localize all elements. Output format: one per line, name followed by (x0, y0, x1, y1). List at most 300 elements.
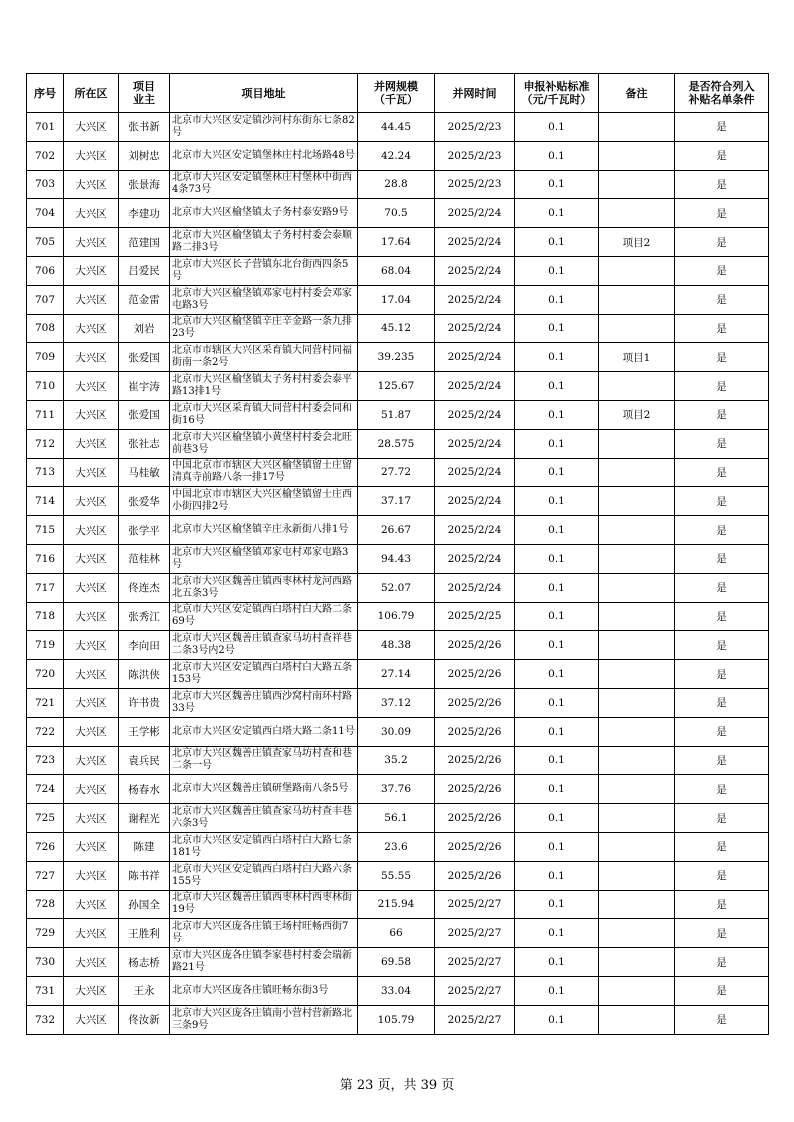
cell-district: 大兴区 (64, 170, 119, 199)
cell-owner: 王学彬 (119, 717, 170, 746)
table-row (27, 199, 769, 228)
cell-owner: 王胜利 (119, 919, 170, 948)
cell-district: 大兴区 (64, 976, 119, 1005)
cell-subsidy-rate: 0.1 (515, 400, 599, 429)
cell-capacity: 55.55 (358, 861, 435, 890)
cell-capacity: 33.04 (358, 976, 435, 1005)
cell-eligible: 是 (675, 199, 769, 228)
cell-owner: 孙国全 (119, 890, 170, 919)
cell-owner: 刘岩 (119, 314, 170, 343)
table-row (27, 400, 769, 429)
cell-district: 大兴区 (64, 314, 119, 343)
cell-subsidy-rate: 0.1 (515, 516, 599, 545)
cell-subsidy-rate: 0.1 (515, 602, 599, 631)
cell-index: 709 (27, 343, 64, 372)
cell-address: 北京市大兴区榆垡镇辛庄辛金路一条九排23号 (170, 314, 358, 343)
cell-remark (599, 948, 675, 977)
cell-district: 大兴区 (64, 400, 119, 429)
cell-district: 大兴区 (64, 141, 119, 170)
page-number: 第 23 页，共 39 页 (339, 1078, 455, 1093)
cell-index: 724 (27, 775, 64, 804)
cell-subsidy-rate: 0.1 (515, 228, 599, 257)
cell-eligible: 是 (675, 113, 769, 142)
cell-subsidy-rate: 0.1 (515, 688, 599, 717)
cell-eligible: 是 (675, 602, 769, 631)
cell-eligible: 是 (675, 516, 769, 545)
cell-grid-date: 2025/2/24 (435, 458, 515, 487)
table-row (27, 314, 769, 343)
cell-district: 大兴区 (64, 487, 119, 516)
cell-address: 北京市大兴区安定镇西白塔村白大路五条153号 (170, 660, 358, 689)
cell-district: 大兴区 (64, 458, 119, 487)
cell-eligible: 是 (675, 285, 769, 314)
cell-index: 706 (27, 256, 64, 285)
cell-grid-date: 2025/2/23 (435, 113, 515, 142)
cell-capacity: 28.575 (358, 429, 435, 458)
cell-address: 北京市大兴区安定镇西白塔村白大路七条181号 (170, 832, 358, 861)
cell-owner: 崔宇涛 (119, 372, 170, 401)
cell-district: 大兴区 (64, 343, 119, 372)
cell-capacity: 215.94 (358, 890, 435, 919)
cell-owner: 张学平 (119, 516, 170, 545)
cell-remark (599, 314, 675, 343)
cell-capacity: 17.64 (358, 228, 435, 257)
cell-grid-date: 2025/2/24 (435, 400, 515, 429)
cell-capacity: 70.5 (358, 199, 435, 228)
cell-capacity: 35.2 (358, 746, 435, 775)
cell-owner: 范桂林 (119, 544, 170, 573)
cell-owner: 张爱国 (119, 400, 170, 429)
cell-owner: 佟连杰 (119, 573, 170, 602)
cell-owner: 张书新 (119, 113, 170, 142)
cell-address: 京市大兴区庞各庄镇李家巷村村委会瑞新路21号 (170, 948, 358, 977)
cell-capacity: 45.12 (358, 314, 435, 343)
cell-owner: 佟汝新 (119, 1005, 170, 1034)
cell-eligible: 是 (675, 343, 769, 372)
cell-capacity: 105.79 (358, 1005, 435, 1034)
cell-index: 719 (27, 631, 64, 660)
cell-address: 北京市大兴区庞各庄镇旺畅东街3号 (170, 976, 358, 1005)
header-owner: 项目 业主 (119, 74, 170, 113)
table-row (27, 343, 769, 372)
cell-eligible: 是 (675, 487, 769, 516)
cell-index: 720 (27, 660, 64, 689)
cell-owner: 杨春水 (119, 775, 170, 804)
cell-owner: 张秀江 (119, 602, 170, 631)
cell-capacity: 48.38 (358, 631, 435, 660)
cell-address: 北京市大兴区庞各庄镇南小营村营新路北三条9号 (170, 1005, 358, 1034)
cell-address: 北京市大兴区魏善庄镇西枣林村西枣林街19号 (170, 890, 358, 919)
cell-remark (599, 199, 675, 228)
cell-index: 730 (27, 948, 64, 977)
cell-subsidy-rate: 0.1 (515, 573, 599, 602)
cell-index: 707 (27, 285, 64, 314)
header-subsidy-rate: 申报补贴标准 （元/千瓦时） (515, 74, 599, 113)
cell-index: 725 (27, 804, 64, 833)
cell-eligible: 是 (675, 804, 769, 833)
cell-subsidy-rate: 0.1 (515, 429, 599, 458)
cell-remark (599, 256, 675, 285)
cell-district: 大兴区 (64, 573, 119, 602)
cell-eligible: 是 (675, 746, 769, 775)
header-grid-date: 并网时间 (435, 74, 515, 113)
cell-eligible: 是 (675, 256, 769, 285)
cell-eligible: 是 (675, 890, 769, 919)
cell-index: 702 (27, 141, 64, 170)
cell-eligible: 是 (675, 688, 769, 717)
table-row (27, 717, 769, 746)
cell-eligible: 是 (675, 717, 769, 746)
cell-grid-date: 2025/2/24 (435, 314, 515, 343)
cell-index: 715 (27, 516, 64, 545)
cell-capacity: 125.67 (358, 372, 435, 401)
table-body (27, 113, 769, 1035)
cell-eligible: 是 (675, 141, 769, 170)
cell-owner: 许书贵 (119, 688, 170, 717)
cell-grid-date: 2025/2/24 (435, 199, 515, 228)
cell-remark (599, 688, 675, 717)
cell-grid-date: 2025/2/27 (435, 1005, 515, 1034)
cell-owner: 张爱华 (119, 487, 170, 516)
cell-eligible: 是 (675, 372, 769, 401)
cell-index: 717 (27, 573, 64, 602)
cell-capacity: 56.1 (358, 804, 435, 833)
cell-owner: 王永 (119, 976, 170, 1005)
cell-eligible: 是 (675, 631, 769, 660)
cell-owner: 张爱国 (119, 343, 170, 372)
cell-index: 723 (27, 746, 64, 775)
table-row (27, 1005, 769, 1034)
cell-subsidy-rate: 0.1 (515, 141, 599, 170)
cell-index: 714 (27, 487, 64, 516)
cell-grid-date: 2025/2/26 (435, 746, 515, 775)
cell-remark: 项目2 (599, 228, 675, 257)
cell-remark: 项目2 (599, 400, 675, 429)
cell-subsidy-rate: 0.1 (515, 890, 599, 919)
cell-capacity: 37.17 (358, 487, 435, 516)
cell-eligible: 是 (675, 573, 769, 602)
cell-address: 北京市大兴区榆垡镇太子务村村委会泰顺路二排3号 (170, 228, 358, 257)
cell-remark (599, 717, 675, 746)
table-row (27, 228, 769, 257)
cell-address: 北京市大兴区魏善庄镇查家马坊村查丰巷六条3号 (170, 804, 358, 833)
cell-subsidy-rate: 0.1 (515, 343, 599, 372)
cell-subsidy-rate: 0.1 (515, 861, 599, 890)
cell-grid-date: 2025/2/24 (435, 516, 515, 545)
cell-subsidy-rate: 0.1 (515, 314, 599, 343)
cell-subsidy-rate: 0.1 (515, 919, 599, 948)
cell-capacity: 94.43 (358, 544, 435, 573)
cell-grid-date: 2025/2/24 (435, 343, 515, 372)
cell-index: 727 (27, 861, 64, 890)
cell-grid-date: 2025/2/24 (435, 372, 515, 401)
cell-grid-date: 2025/2/23 (435, 170, 515, 199)
cell-owner: 陈建 (119, 832, 170, 861)
header-remark: 备注 (599, 74, 675, 113)
cell-district: 大兴区 (64, 228, 119, 257)
table-row (27, 631, 769, 660)
cell-eligible: 是 (675, 170, 769, 199)
cell-address: 北京市大兴区安定镇堡林庄村堡林中街西4条73号 (170, 170, 358, 199)
cell-address: 北京市大兴区榆垡镇邓家屯村邓家屯路3号 (170, 544, 358, 573)
cell-capacity: 30.09 (358, 717, 435, 746)
cell-eligible: 是 (675, 458, 769, 487)
cell-address: 北京市大兴区安定镇沙河村东街东七条82号 (170, 113, 358, 142)
cell-index: 718 (27, 602, 64, 631)
cell-grid-date: 2025/2/26 (435, 688, 515, 717)
cell-subsidy-rate: 0.1 (515, 1005, 599, 1034)
header-index: 序号 (27, 74, 64, 113)
cell-capacity: 66 (358, 919, 435, 948)
cell-capacity: 23.6 (358, 832, 435, 861)
table-row (27, 976, 769, 1005)
table-row (27, 804, 769, 833)
cell-grid-date: 2025/2/27 (435, 976, 515, 1005)
cell-address: 北京市大兴区魏善庄镇查家马坊村查祥巷二条3号内2号 (170, 631, 358, 660)
cell-subsidy-rate: 0.1 (515, 948, 599, 977)
cell-remark (599, 487, 675, 516)
cell-district: 大兴区 (64, 285, 119, 314)
cell-address: 中国北京市市辖区大兴区榆垡镇留士庄留清真寺前路八条一排17号 (170, 458, 358, 487)
header-district: 所在区 (64, 74, 119, 113)
cell-address: 北京市大兴区魏善庄镇查家马坊村查和巷二条一号 (170, 746, 358, 775)
cell-address: 北京市大兴区采育镇大同营村村委会同和街16号 (170, 400, 358, 429)
header-address: 项目地址 (170, 74, 358, 113)
cell-grid-date: 2025/2/24 (435, 256, 515, 285)
cell-address: 北京市大兴区安定镇西白塔大路二条11号 (170, 717, 358, 746)
cell-subsidy-rate: 0.1 (515, 660, 599, 689)
cell-capacity: 69.58 (358, 948, 435, 977)
cell-capacity: 17.04 (358, 285, 435, 314)
cell-index: 722 (27, 717, 64, 746)
cell-remark (599, 1005, 675, 1034)
cell-owner: 李建功 (119, 199, 170, 228)
cell-grid-date: 2025/2/24 (435, 573, 515, 602)
cell-grid-date: 2025/2/27 (435, 948, 515, 977)
cell-subsidy-rate: 0.1 (515, 487, 599, 516)
cell-index: 732 (27, 1005, 64, 1034)
cell-index: 729 (27, 919, 64, 948)
table-row (27, 516, 769, 545)
cell-owner: 谢程光 (119, 804, 170, 833)
cell-capacity: 37.12 (358, 688, 435, 717)
table-row (27, 573, 769, 602)
table-row (27, 890, 769, 919)
cell-index: 721 (27, 688, 64, 717)
cell-eligible: 是 (675, 948, 769, 977)
cell-remark (599, 516, 675, 545)
cell-index: 713 (27, 458, 64, 487)
cell-grid-date: 2025/2/24 (435, 429, 515, 458)
cell-address: 中国北京市市辖区大兴区榆垡镇留士庄西小街四排2号 (170, 487, 358, 516)
table-row (27, 832, 769, 861)
cell-remark (599, 861, 675, 890)
cell-district: 大兴区 (64, 890, 119, 919)
cell-district: 大兴区 (64, 688, 119, 717)
table-row (27, 602, 769, 631)
cell-owner: 张景海 (119, 170, 170, 199)
cell-remark: 项目1 (599, 343, 675, 372)
cell-eligible: 是 (675, 400, 769, 429)
cell-owner: 李向田 (119, 631, 170, 660)
cell-capacity: 42.24 (358, 141, 435, 170)
cell-remark (599, 832, 675, 861)
cell-subsidy-rate: 0.1 (515, 832, 599, 861)
cell-grid-date: 2025/2/24 (435, 228, 515, 257)
table-row (27, 372, 769, 401)
cell-eligible: 是 (675, 775, 769, 804)
cell-eligible: 是 (675, 976, 769, 1005)
cell-capacity: 37.76 (358, 775, 435, 804)
cell-grid-date: 2025/2/26 (435, 660, 515, 689)
table-row (27, 141, 769, 170)
cell-subsidy-rate: 0.1 (515, 804, 599, 833)
table-row (27, 861, 769, 890)
cell-remark (599, 890, 675, 919)
cell-district: 大兴区 (64, 631, 119, 660)
cell-owner: 马桂敏 (119, 458, 170, 487)
cell-address: 北京市大兴区魏善庄镇西枣林村龙河西路北五条3号 (170, 573, 358, 602)
cell-index: 712 (27, 429, 64, 458)
cell-remark (599, 746, 675, 775)
cell-capacity: 106.79 (358, 602, 435, 631)
cell-address: 北京市大兴区魏善庄镇西沙窝村南环村路33号 (170, 688, 358, 717)
cell-grid-date: 2025/2/24 (435, 487, 515, 516)
cell-address: 北京市大兴区榆垡镇太子务村泰安路9号 (170, 199, 358, 228)
cell-remark (599, 141, 675, 170)
cell-remark (599, 170, 675, 199)
cell-subsidy-rate: 0.1 (515, 458, 599, 487)
cell-index: 710 (27, 372, 64, 401)
cell-grid-date: 2025/2/23 (435, 141, 515, 170)
cell-capacity: 28.8 (358, 170, 435, 199)
cell-remark (599, 602, 675, 631)
cell-capacity: 27.14 (358, 660, 435, 689)
table-row (27, 746, 769, 775)
cell-address: 北京市大兴区榆垡镇小黄垡村村委会北旺前巷3号 (170, 429, 358, 458)
table-row (27, 948, 769, 977)
header-eligible: 是否符合列入 补贴名单条件 (675, 74, 769, 113)
cell-remark (599, 631, 675, 660)
cell-remark (599, 976, 675, 1005)
cell-owner: 陈洪侠 (119, 660, 170, 689)
cell-eligible: 是 (675, 314, 769, 343)
cell-district: 大兴区 (64, 544, 119, 573)
table-row (27, 775, 769, 804)
cell-subsidy-rate: 0.1 (515, 631, 599, 660)
cell-owner: 杨志桥 (119, 948, 170, 977)
cell-index: 731 (27, 976, 64, 1005)
cell-subsidy-rate: 0.1 (515, 544, 599, 573)
cell-grid-date: 2025/2/27 (435, 919, 515, 948)
cell-district: 大兴区 (64, 256, 119, 285)
cell-remark (599, 372, 675, 401)
cell-grid-date: 2025/2/26 (435, 775, 515, 804)
cell-index: 726 (27, 832, 64, 861)
cell-remark (599, 285, 675, 314)
cell-grid-date: 2025/2/26 (435, 804, 515, 833)
cell-subsidy-rate: 0.1 (515, 372, 599, 401)
cell-subsidy-rate: 0.1 (515, 746, 599, 775)
cell-eligible: 是 (675, 832, 769, 861)
cell-grid-date: 2025/2/26 (435, 631, 515, 660)
cell-district: 大兴区 (64, 948, 119, 977)
cell-grid-date: 2025/2/26 (435, 832, 515, 861)
cell-address: 北京市大兴区榆垡镇太子务村村委会泰平路13排1号 (170, 372, 358, 401)
cell-remark (599, 573, 675, 602)
table-row (27, 660, 769, 689)
cell-subsidy-rate: 0.1 (515, 113, 599, 142)
cell-subsidy-rate: 0.1 (515, 199, 599, 228)
cell-district: 大兴区 (64, 516, 119, 545)
cell-address: 北京市大兴区庞各庄镇王场村旺畅西街7号 (170, 919, 358, 948)
cell-eligible: 是 (675, 861, 769, 890)
cell-district: 大兴区 (64, 602, 119, 631)
cell-index: 728 (27, 890, 64, 919)
cell-district: 大兴区 (64, 113, 119, 142)
cell-index: 701 (27, 113, 64, 142)
table-row (27, 458, 769, 487)
cell-subsidy-rate: 0.1 (515, 170, 599, 199)
cell-subsidy-rate: 0.1 (515, 976, 599, 1005)
cell-district: 大兴区 (64, 861, 119, 890)
cell-capacity: 44.45 (358, 113, 435, 142)
table-row (27, 487, 769, 516)
cell-grid-date: 2025/2/27 (435, 890, 515, 919)
cell-owner: 范建国 (119, 228, 170, 257)
cell-remark (599, 804, 675, 833)
cell-district: 大兴区 (64, 919, 119, 948)
cell-eligible: 是 (675, 429, 769, 458)
table-row (27, 919, 769, 948)
cell-eligible: 是 (675, 919, 769, 948)
cell-owner: 袁兵民 (119, 746, 170, 775)
cell-grid-date: 2025/2/25 (435, 602, 515, 631)
cell-district: 大兴区 (64, 429, 119, 458)
table-row (27, 688, 769, 717)
cell-remark (599, 113, 675, 142)
cell-district: 大兴区 (64, 199, 119, 228)
cell-district: 大兴区 (64, 660, 119, 689)
cell-owner: 张社志 (119, 429, 170, 458)
cell-grid-date: 2025/2/26 (435, 861, 515, 890)
cell-subsidy-rate: 0.1 (515, 717, 599, 746)
cell-address: 北京市大兴区安定镇西白塔村白大路六条155号 (170, 861, 358, 890)
cell-index: 716 (27, 544, 64, 573)
cell-address: 北京市大兴区榆垡镇辛庄永新街八排1号 (170, 516, 358, 545)
cell-eligible: 是 (675, 660, 769, 689)
cell-district: 大兴区 (64, 804, 119, 833)
cell-grid-date: 2025/2/24 (435, 544, 515, 573)
cell-remark (599, 429, 675, 458)
cell-capacity: 26.67 (358, 516, 435, 545)
cell-grid-date: 2025/2/26 (435, 717, 515, 746)
cell-remark (599, 544, 675, 573)
cell-grid-date: 2025/2/24 (435, 285, 515, 314)
subsidy-list-table (26, 73, 769, 1035)
cell-address: 北京市市辖区大兴区采育镇大同营村同福街南一条2号 (170, 343, 358, 372)
cell-eligible: 是 (675, 228, 769, 257)
table-row (27, 113, 769, 142)
cell-index: 705 (27, 228, 64, 257)
cell-index: 711 (27, 400, 64, 429)
cell-eligible: 是 (675, 1005, 769, 1034)
cell-remark (599, 660, 675, 689)
cell-owner: 范金雷 (119, 285, 170, 314)
header-capacity: 并网规模 （千瓦） (358, 74, 435, 113)
cell-address: 北京市大兴区魏善庄镇研堡路南八条5号 (170, 775, 358, 804)
cell-district: 大兴区 (64, 372, 119, 401)
